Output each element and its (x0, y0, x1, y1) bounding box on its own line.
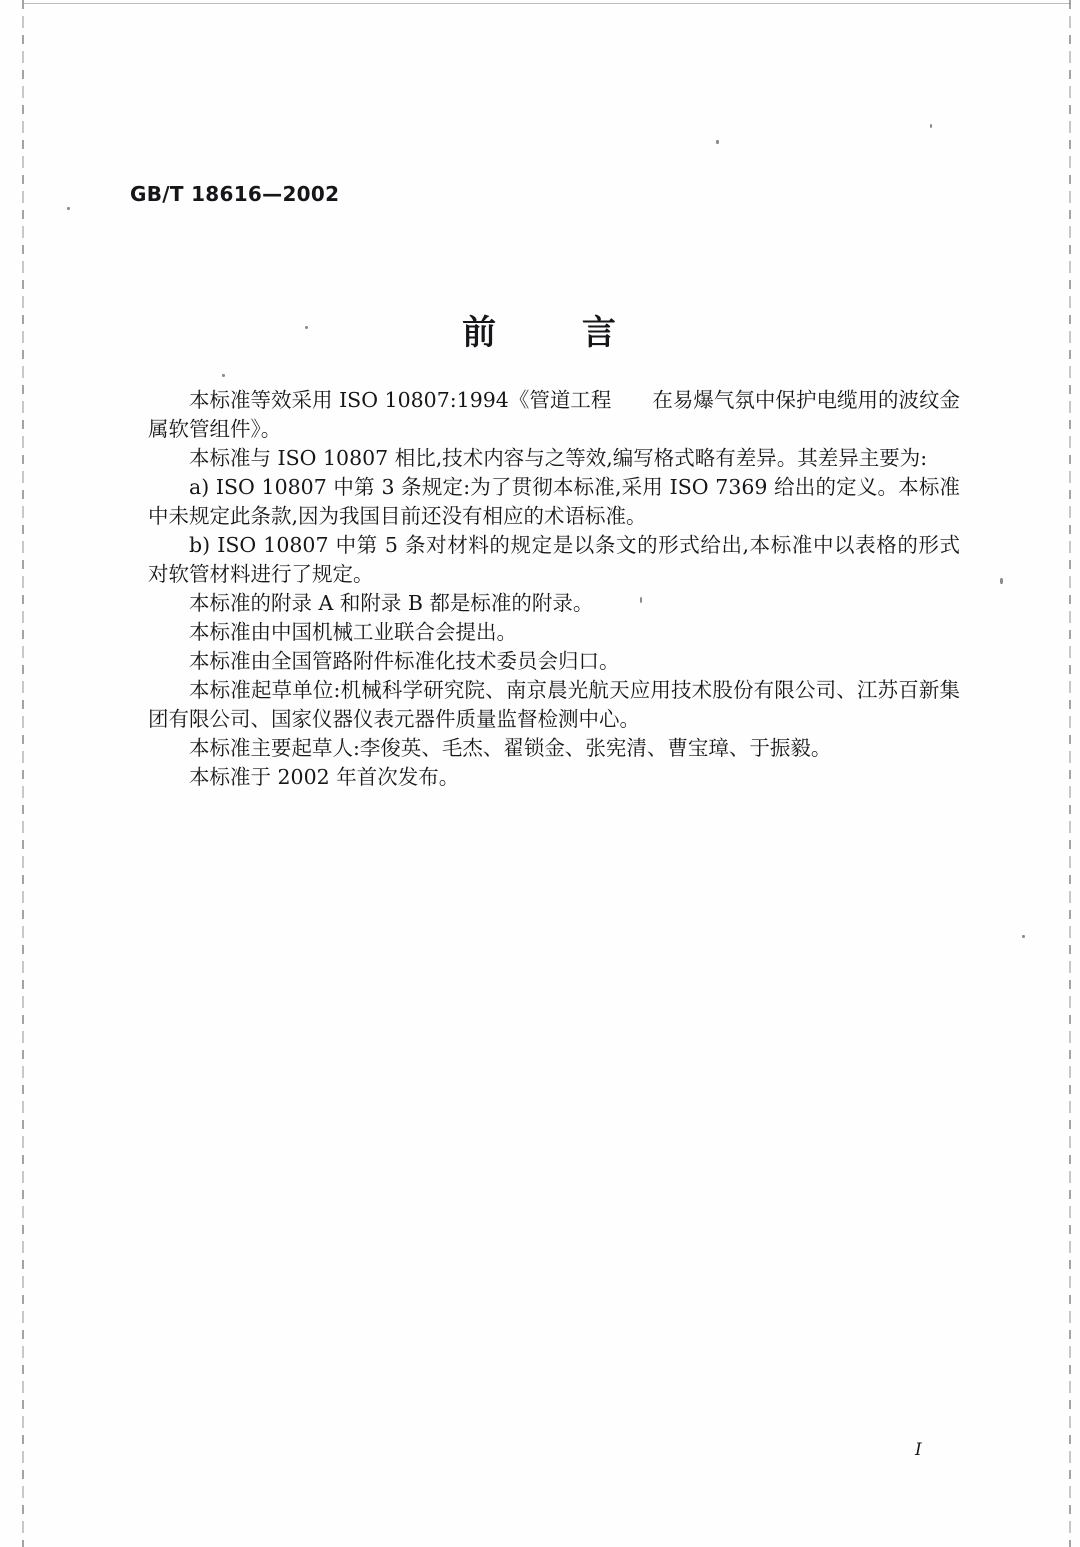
foreword-paragraph: 本标准与 ISO 10807 相比,技术内容与之等效,编写格式略有差异。其差异主要为: (189, 446, 928, 470)
page-title-char-2: 言 (581, 313, 618, 353)
foreword-paragraph-drafters: 本标准主要起草人:李俊英、毛杰、翟锁金、张宪清、曹宝璋、于振毅。 (189, 736, 832, 760)
foreword-paragraph-publication: 本标准于 2002 年首次发布。 (189, 765, 460, 789)
page-title (0, 305, 1080, 354)
foreword-paragraph-item-b: b) ISO 10807 中第 5 条对材料的规定是以条文的形式给出,本标准中以表格的形式对软管材料进行了规定。 (148, 533, 960, 586)
foreword-paragraph-drafting-units: 本标准起草单位:机械科学研究院、南京晨光航天应用技术股份有限公司、江苏百新集团有限公司、国家仪器仪表元器件质量监督检测中心。 (148, 678, 960, 731)
scan-speck (67, 207, 70, 210)
scan-speck (930, 124, 932, 128)
page-title-char-1: 前 (462, 313, 499, 353)
foreword-paragraph: 本标准的附录 A 和附录 B 都是标准的附录。 (189, 591, 594, 615)
foreword-paragraph: 本标准由中国机械工业联合会提出。 (189, 620, 517, 644)
scan-edge-left (22, 0, 24, 1547)
scan-edge-top (24, 3, 1070, 4)
scan-edge-right (1069, 0, 1071, 1547)
standard-number-header: GB/T 18616—2002 (130, 182, 340, 206)
scan-speck (1000, 578, 1003, 584)
page-number: I (915, 1440, 922, 1460)
scan-speck (1022, 935, 1025, 938)
foreword-paragraph: 本标准等效采用 ISO 10807:1994《管道工程 在易爆气氛中保护电缆用的波纹金属软管组件》。 (148, 388, 960, 441)
foreword-paragraph-item-a: a) ISO 10807 中第 3 条规定:为了贯彻本标准,采用 ISO 7369 给出的定义。本标准中未规定此条款,因为我国目前还没有相应的术语标准。 (148, 475, 960, 528)
foreword-paragraph: 本标准由全国管路附件标准化技术委员会归口。 (189, 649, 620, 673)
foreword-body (148, 386, 960, 792)
scan-speck (222, 374, 225, 377)
scan-speck (716, 140, 719, 144)
